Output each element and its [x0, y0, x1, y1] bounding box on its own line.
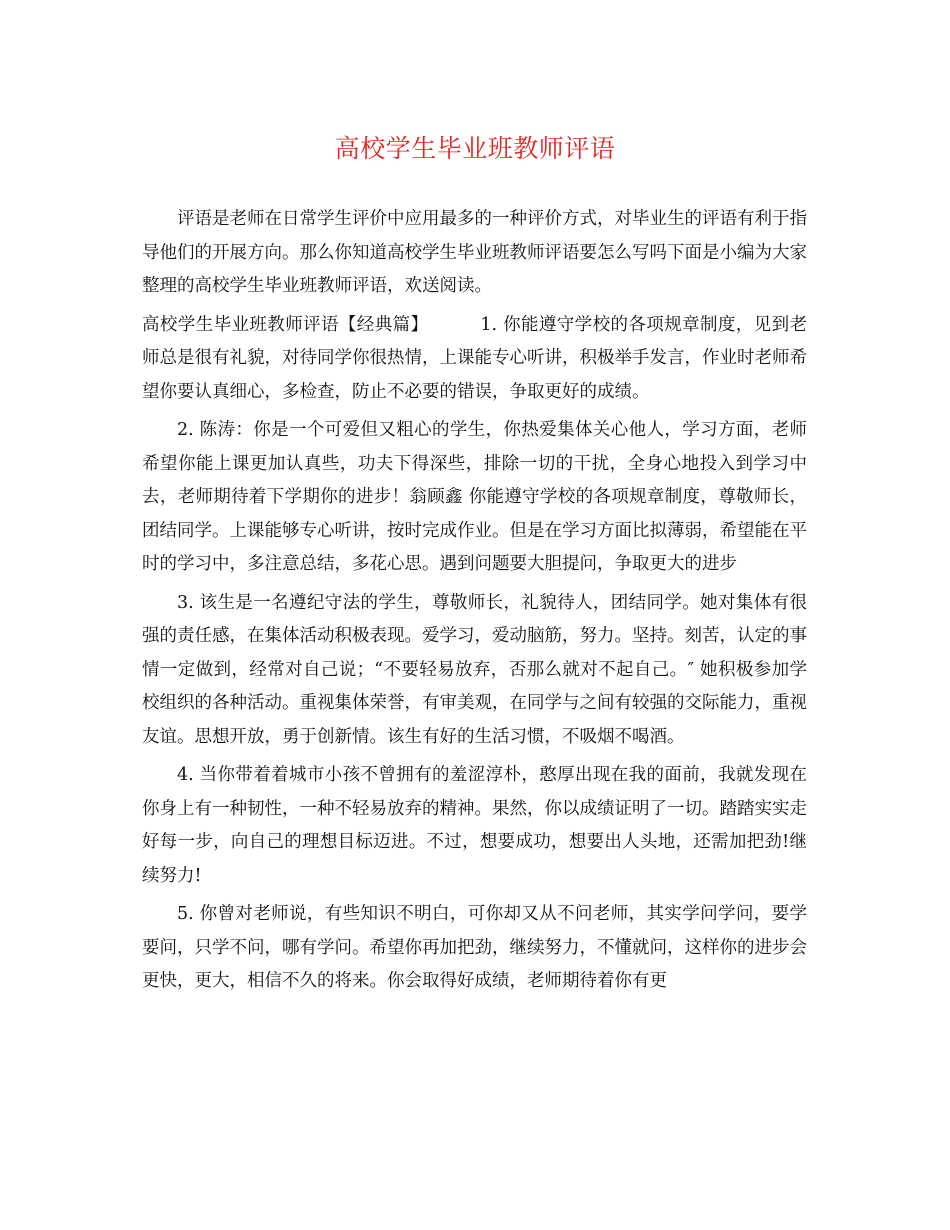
comment-item-4: 4. 当你带着着城市小孩不曾拥有的羞涩淳朴，憨厚出现在我的面前，我就发现在你身上有一种韧性，一种不轻易放弃的精神。果然，你以成绩证明了一切。踏踏实实走好每一步，向自己的理想目标迈进。不过，想要成功，想要出人头地，还需加把劲!继续努力! [142, 765, 807, 886]
comment-item-2: 2. 陈涛：你是一个可爱但又粗心的学生，你热爱集体关心他人，学习方面，老师希望你能上课更加认真些，功夫下得深些，排除一切的干扰，全身心地投入到学习中去，老师期待着下学期你的进步！翁顾鑫 你能遵守学校的各项规章制度，尊敬师长，团结同学。上课能够专心听讲，按时完成作业。但是在学习方面比拟薄弱，希望能在平时的学习中，多注意总结，多花心思。遇到问题要大胆提问，争取更大的进步 [142, 420, 807, 574]
section-heading: 高校学生毕业班教师评语【经典篇】 [142, 314, 429, 335]
intro-paragraph: 评语是老师在日常学生评价中应用最多的一种评价方式，对毕业生的评语有利于指导他们的开展方向。那么你知道高校学生毕业班教师评语要怎么写吗下面是小编为大家整理的高校学生毕业班教师评语，欢送阅读。 [142, 209, 807, 296]
comment-item-5: 5. 你曾对老师说，有些知识不明白，可你却又从不问老师，其实学问学问，要学要问，只学不问，哪有学问。希望你再加把劲，继续努力，不懂就问，这样你的进步会更快，更大，相信不久的将来。你会取得好成绩，老师期待着你有更 [142, 904, 807, 991]
document-body [142, 203, 807, 1004]
section-paragraph [142, 309, 807, 410]
comment-item-1: 1. 你能遵守学校的各项规章制度，见到老师总是很有礼貌，对待同学你很热情，上课能专心听讲，积极举手发言，作业时老师希望你要认真细心，多检查，防止不必要的错误，争取更好的成绩。 [142, 314, 807, 402]
comment-item-3: 3. 该生是一名遵纪守法的学生，尊敬师长，礼貌待人，团结同学。她对集体有很强的责任感，在集体活动积极表现。爱学习，爱动脑筋，努力。坚持。刻苦，认定的事情一定做到，经常对自己说；“不要轻易放弃，否那么就对不起自己。″ 她积极参加学校组织的各种活动。重视集体荣誉，有审美观，在同学与之间有较强的交际能力，重视友谊。思想开放，勇于创新情。该生有好的生活习惯，不吸烟不喝酒。 [142, 592, 807, 747]
document-title: 高校学生毕业班教师评语 [334, 134, 616, 163]
